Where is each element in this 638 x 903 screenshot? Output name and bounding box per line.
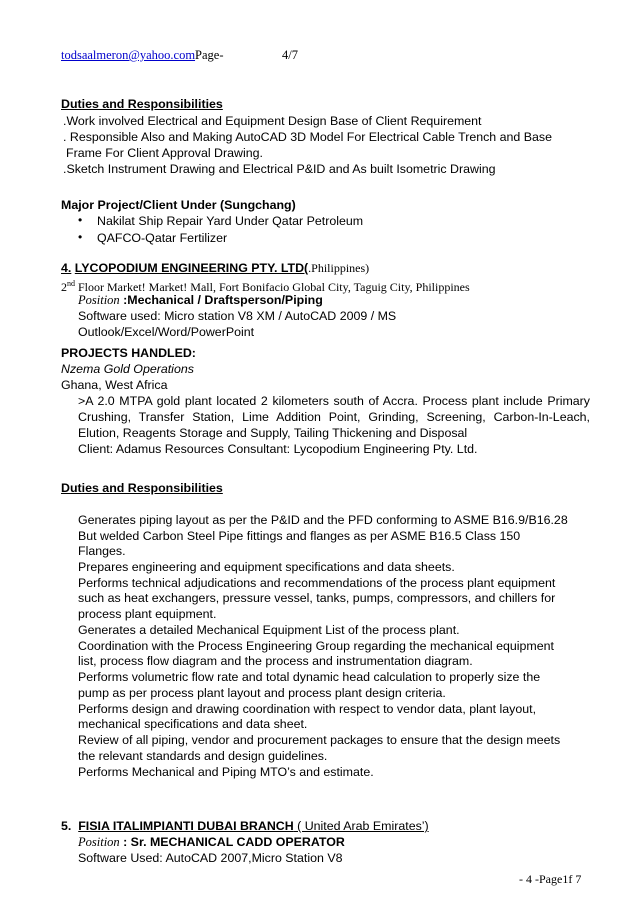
employer-title — [61, 260, 369, 276]
project-description: >A 2.0 MTPA gold plant located 2 kilometers south of Accra. Process plant include Primary Crushing, Transfer Station, Lime Addition Point, Grinding, Screening, Carbon-In-Leach, Elution, Reagents Storage and Supply, Tailing Thickening and Disposal — [78, 394, 590, 440]
project-list-item: Nakilat Ship Repair Yard Under Qatar Petroleum — [97, 214, 364, 228]
software-line: Software used: Micro station V8 XM / AutoCAD 2009 / MS — [78, 309, 397, 323]
duty-line: Performs technical adjudications and recommendations of the process plant equipment — [78, 576, 556, 590]
duty-line: But welded Carbon Steel Pipe fittings and flanges as per ASME B16.5 Class 150 — [78, 529, 521, 543]
duties-heading-2: Duties and Responsibilities — [61, 481, 223, 495]
projects-heading: PROJECTS HANDLED: — [61, 346, 196, 360]
floor-suffix: nd — [67, 279, 75, 288]
project-name: Nzema Gold Operations — [61, 362, 194, 376]
bullet-icon: • — [78, 230, 83, 244]
page-footer: - 4 -Page1f 7 — [519, 872, 582, 886]
duty-line: Performs design and drawing coordination with respect to vendor data, plant layout, — [78, 702, 537, 716]
duty-line: Prepares engineering and equipment specifications and data sheets. — [78, 560, 455, 574]
page-header — [61, 48, 224, 63]
major-project-heading: Major Project/Client Under (Sungchang) — [61, 198, 296, 212]
duty-line: process plant equipment. — [78, 607, 217, 621]
position-line — [78, 292, 323, 308]
position-value: : Sr. MECHANICAL CADD OPERATOR — [119, 835, 345, 849]
floor-number: 2 — [61, 280, 67, 294]
employer-country: .Philippines) — [308, 261, 370, 275]
software-line: Software Used: AutoCAD 2007,Micro Station V8 — [78, 851, 343, 865]
duty-line: such as heat exchangers, pressure vessel, tanks, pumps, compressors, and chillers for — [78, 591, 556, 605]
employer-address: Floor Market! Market! Mall, Fort Bonifacio Global City, Taguig City, Philippines — [78, 280, 470, 294]
duty-line: Coordination with the Process Engineering Group regarding the mechanical equipment — [78, 639, 554, 653]
duty-line: the relevant standards and design guidelines. — [78, 749, 328, 763]
duty-line: Frame For Client Approval Drawing. — [66, 146, 263, 160]
project-client: Client: Adamus Resources Consultant: Lycopodium Engineering Pty. Ltd. — [78, 442, 478, 456]
software-line-2: Outlook/Excel/Word/PowerPoint — [78, 325, 255, 339]
duty-line: pump as per process plant layout and process plant design criteria. — [78, 686, 446, 700]
employer-title-2 — [61, 818, 429, 834]
duty-line: Flanges. — [78, 544, 126, 558]
duty-line: Performs volumetric flow rate and total dynamic head calculation to properly size the — [78, 670, 541, 684]
duty-line: .Work involved Electrical and Equipment Design Base of Client Requirement — [63, 114, 482, 128]
duties-heading: Duties and Responsibilities — [61, 97, 223, 111]
position-label: Position — [78, 293, 120, 307]
duty-line: Review of all piping, vendor and procurement packages to ensure that the design meets — [78, 733, 561, 747]
position-value: :Mechanical / Draftsperson/Piping — [123, 293, 323, 307]
page-number: 4/7 — [282, 48, 298, 62]
duty-line: . Responsible Also and Making AutoCAD 3D Model For Electrical Cable Trench and Base — [63, 130, 552, 144]
employer-name: FISIA ITALIMPIANTI DUBAI BRANCH — [78, 819, 294, 833]
duty-line: Generates piping layout as per the P&ID and the PFD conforming to ASME B16.9/B16.28 — [78, 513, 568, 527]
duty-line: mechanical specifications and data sheet. — [78, 717, 308, 731]
duty-line: .Sketch Instrument Drawing and Electrical P&ID and As built Isometric Drawing — [63, 162, 496, 176]
project-location: Ghana, West Africa — [61, 378, 168, 392]
page-label: Page- — [195, 48, 224, 62]
duty-line: list, process flow diagram and the process and instrumentation diagram. — [78, 654, 473, 668]
employer-country: ( United Arab Emirates’) — [293, 819, 429, 833]
position-line-2 — [78, 834, 345, 850]
employer-name: LYCOPODIUM ENGINEERING PTY. LTD( — [74, 261, 309, 275]
position-label: Position — [78, 835, 120, 849]
email-link[interactable]: todsaalmeron@yahoo.com — [61, 48, 196, 62]
employer-number: 5. — [61, 819, 72, 833]
employer-number: 4. — [61, 261, 72, 275]
bullet-icon: • — [78, 213, 83, 227]
project-list-item: QAFCO-Qatar Fertilizer — [97, 231, 228, 245]
duty-line: Generates a detailed Mechanical Equipment List of the process plant. — [78, 623, 460, 637]
duty-line: Performs Mechanical and Piping MTO’s and estimate. — [78, 765, 374, 779]
